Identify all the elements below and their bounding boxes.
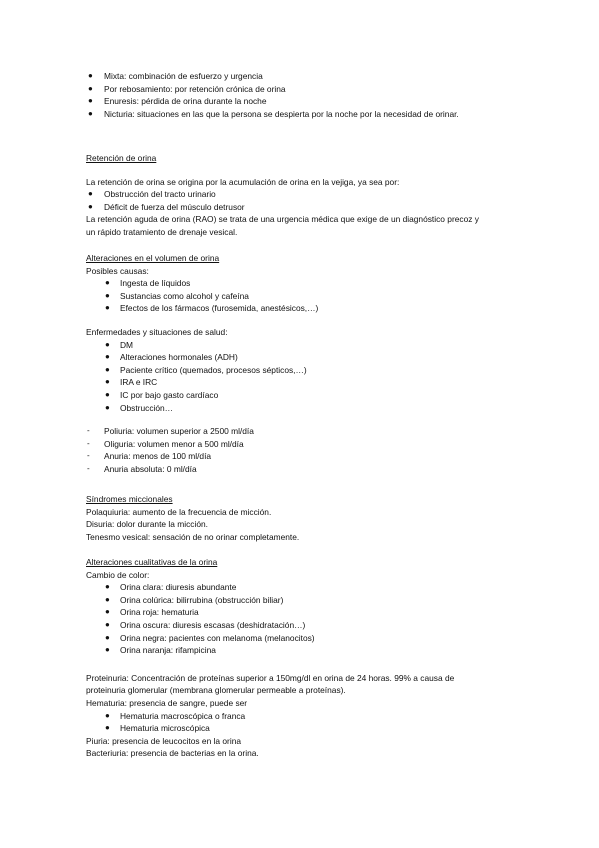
paragraph: La retención de orina se origina por la acumulación de orina en la vejiga, ya sea por:	[86, 176, 400, 187]
list-item: ● Enuresis: pérdida de orina durante la noche	[88, 96, 267, 107]
list-item: ● Orina roja: hematuria	[105, 607, 199, 618]
list-item: ● Alteraciones hormonales (ADH)	[105, 352, 238, 363]
bullet-icon: ●	[105, 723, 110, 733]
list-item: ● Hematuria microscópica	[105, 723, 210, 734]
bullet-icon: ●	[105, 607, 110, 617]
bullet-icon: ●	[105, 632, 110, 642]
bullet-icon: ●	[88, 83, 93, 93]
list-item: ● DM	[105, 339, 134, 350]
bullet-icon: ●	[105, 582, 110, 592]
dash-icon: -	[87, 426, 90, 436]
list-item: ● IC por bajo gasto cardíaco	[105, 389, 219, 400]
paragraph: Piuria: presencia de leucocitos en la orina	[86, 735, 242, 746]
list-item: - Poliuria: volumen superior a 2500 ml/día	[87, 426, 254, 437]
bullet-icon: ●	[105, 290, 110, 300]
section-heading: Alteraciones cualitativas de la orina	[86, 557, 218, 567]
dash-icon: -	[87, 451, 90, 461]
paragraph: Polaquiuria: aumento de la frecuencia de micción.	[86, 506, 272, 517]
section-miccionales	[86, 493, 516, 543]
bullet-icon: ●	[105, 352, 110, 362]
bullet-icon: ●	[88, 96, 93, 106]
subheading: Enfermedades y situaciones de salud:	[86, 326, 228, 337]
paragraph: La retención aguda de orina (RAO) se trata de una urgencia médica que exige de un diagnóstico precoz y	[86, 214, 479, 225]
list-item: ● Orina clara: diuresis abundante	[105, 582, 237, 593]
bullet-icon: ●	[105, 710, 110, 720]
bullet-icon: ●	[105, 619, 110, 629]
list-item: ● Nicturia: situaciones en las que la persona se despierta por la noche por la necesidad de orinar.	[88, 108, 459, 119]
list-item: ● Sustancias como alcohol y cafeína	[105, 290, 249, 301]
dash-icon: -	[87, 438, 90, 448]
bullet-icon: ●	[105, 364, 110, 374]
list-item: - Anuria absoluta: 0 ml/día	[87, 463, 197, 474]
paragraph: Bacteriuria: presencia de bacterias en la orina.	[86, 748, 259, 759]
list-item: ● IRA e IRC	[105, 377, 158, 388]
paragraph: Disuria: dolor durante la micción.	[86, 519, 208, 530]
list-item: ● Paciente crítico (quemados, procesos sépticos,…)	[105, 364, 307, 375]
list-item: ● Orina colúrica: bilirrubina (obstrucción biliar)	[105, 594, 284, 605]
list-item: ● Por rebosamiento: por retención crónica de orina	[88, 83, 286, 94]
list-item: ● Obstrucción del tracto urinario	[88, 189, 216, 200]
subheading: Posibles causas:	[86, 265, 149, 276]
subheading: Cambio de color:	[86, 569, 150, 580]
paragraph: un rápido tratamiento de drenaje vesical.	[86, 226, 238, 237]
bullet-icon: ●	[105, 594, 110, 604]
list-item: ● Orina oscura: diuresis escasas (deshidratación…)	[105, 619, 306, 630]
list-item: ● Orina naranja: rifampicina	[105, 645, 216, 656]
list-item: ● Déficit de fuerza del músculo detrusor	[88, 201, 245, 212]
section-heading: Alteraciones en el volumen de orina	[86, 253, 220, 263]
section-heading: Síndromes miccionales	[86, 494, 173, 504]
list-item: ● Hematuria macroscópica o franca	[105, 710, 246, 721]
bullet-icon: ●	[88, 71, 93, 80]
bullet-icon: ●	[105, 402, 110, 412]
section-retencion	[86, 152, 516, 239]
paragraph: Hematuria: presencia de sangre, puede ser	[86, 697, 248, 708]
top-bullet-list	[86, 70, 516, 120]
paragraph: Tenesmo vesical: sensación de no orinar completamente.	[86, 531, 300, 542]
list-item: ● Orina negra: pacientes con melanoma (melanocitos)	[105, 632, 315, 643]
list-item: - Anuria: menos de 100 ml/día	[87, 451, 212, 462]
bullet-icon: ●	[105, 389, 110, 399]
bullet-icon: ●	[105, 377, 110, 387]
list-item: ● Obstrucción…	[105, 402, 174, 413]
bullet-icon: ●	[105, 339, 110, 349]
list-item: ● Mixta: combinación de esfuerzo y urgencia	[88, 71, 263, 81]
bullet-icon: ●	[88, 189, 93, 199]
bullet-icon: ●	[105, 645, 110, 655]
paragraph: proteinuria glomerular (membrana glomerular permeable a proteínas).	[86, 685, 346, 696]
dash-icon: -	[87, 463, 90, 473]
paragraph: Proteinuria: Concentración de proteínas superior a 150mg/dl en orina de 24 horas. 99% a causa de	[86, 672, 455, 683]
section-cualitativas	[86, 556, 516, 760]
section-heading: Retención de orina	[86, 153, 157, 163]
bullet-icon: ●	[105, 303, 110, 313]
list-item: ● Ingesta de líquidos	[105, 278, 191, 289]
list-item: - Oliguria: volumen menor a 500 ml/día	[87, 438, 244, 449]
list-item: ● Efectos de los fármacos (furosemida, anestésicos,…)	[105, 303, 319, 314]
bullet-icon: ●	[105, 278, 110, 288]
bullet-icon: ●	[88, 108, 93, 118]
section-volumen	[86, 252, 516, 476]
bullet-icon: ●	[88, 201, 93, 211]
